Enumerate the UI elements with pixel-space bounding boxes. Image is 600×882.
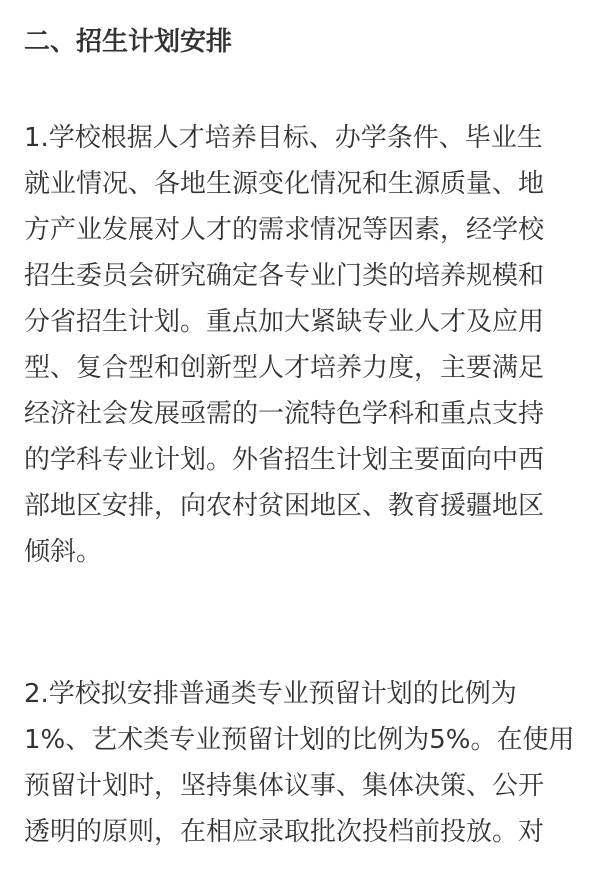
paragraph-line: 1%、艺术类专业预留计划的比例为5%。在使用 bbox=[24, 725, 575, 755]
section-heading: 二、招生计划安排 bbox=[24, 27, 233, 57]
paragraph-line: 招生委员会研究确定各专业门类的培养规模和 bbox=[24, 261, 545, 291]
paragraph-line: 方产业发展对人才的需求情况等因素，经学校 bbox=[24, 215, 545, 245]
paragraph-line: 就业情况、各地生源变化情况和生源质量、地 bbox=[24, 169, 545, 199]
paragraph-line: 透明的原则，在相应录取批次投档前投放。对 bbox=[24, 817, 545, 847]
paragraph-line: 经济社会发展亟需的一流特色学科和重点支持 bbox=[24, 399, 545, 429]
paragraph-line: 分省招生计划。重点加大紧缺专业人才及应用 bbox=[24, 307, 545, 337]
paragraph-line: 1.学校根据人才培养目标、办学条件、毕业生 bbox=[24, 123, 543, 153]
paragraph-line: 2.学校拟安排普通类专业预留计划的比例为 bbox=[24, 679, 517, 709]
paragraph-line: 倾斜。 bbox=[24, 537, 103, 567]
paragraph-line: 的学科专业计划。外省招生计划主要面向中西 bbox=[24, 445, 545, 475]
paragraph-line: 型、复合型和创新型人才培养力度，主要满足 bbox=[24, 353, 545, 383]
paragraph-line: 部地区安排，向农村贫困地区、教育援疆地区 bbox=[24, 491, 545, 521]
paragraph-line: 预留计划时，坚持集体议事、集体决策、公开 bbox=[24, 771, 545, 801]
